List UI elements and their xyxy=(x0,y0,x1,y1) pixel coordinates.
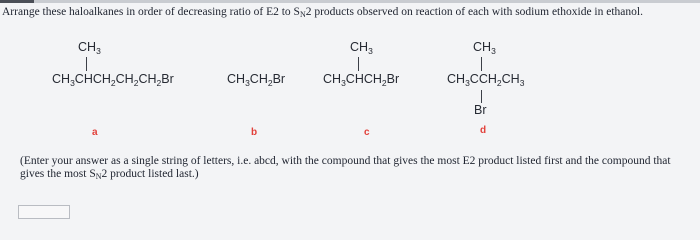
answer-input[interactable] xyxy=(18,205,70,219)
instructions-text xyxy=(20,155,700,181)
question-text xyxy=(2,5,700,19)
molecule-a-chain: $CH_3CHCH_2CH_2CH_2Br$ xyxy=(52,72,174,88)
molecule-c-branch-ch3: $CH_3$ xyxy=(350,40,373,56)
molecule-d-branch-ch3: $CH_3$ xyxy=(473,40,496,56)
top-strip-mark xyxy=(0,0,34,3)
molecule-b xyxy=(227,40,317,90)
question-part1: Arrange these haloalkanes in order of decreasing ratio of E2 to S xyxy=(2,6,300,18)
molecule-d-chain: $CH_3CCH_2CH_3$ xyxy=(447,72,525,88)
molecule-a-bond xyxy=(86,57,87,71)
molecule-d-bond-top xyxy=(481,57,482,71)
question-part2: 2 products observed on reaction of each with sodium ethoxide in ethanol. xyxy=(305,6,643,18)
instructions-line-2-end: 2 product listed last.) xyxy=(101,168,199,180)
molecule-c xyxy=(323,40,433,90)
molecule-d-br: Br xyxy=(474,103,487,117)
label-c: c xyxy=(364,127,370,138)
molecule-a-branch-ch3: $CH_3$ xyxy=(78,40,101,56)
molecule-a xyxy=(52,40,212,90)
instructions-line-1: (Enter your answer as a single string of letters, i.e. abcd, with the compound that gives the most E2 product listed first and the compound that xyxy=(20,155,671,167)
instructions-line-2 xyxy=(20,168,700,181)
molecule-b-chain: $CH_3CH_2Br$ xyxy=(227,72,286,88)
label-a: a xyxy=(92,127,98,138)
label-d: d xyxy=(480,125,487,136)
question-sub: N xyxy=(299,10,306,19)
molecule-d-bond-bottom xyxy=(481,90,482,103)
instructions-sub: N xyxy=(95,172,102,181)
molecule-d xyxy=(447,40,557,130)
molecule-c-bond xyxy=(358,57,359,71)
instructions-line-2-start: gives the most S xyxy=(20,168,96,180)
label-b: b xyxy=(251,127,258,138)
top-strip xyxy=(0,0,700,3)
molecule-c-chain: $CH_3CHCH_2Br$ xyxy=(323,72,400,88)
